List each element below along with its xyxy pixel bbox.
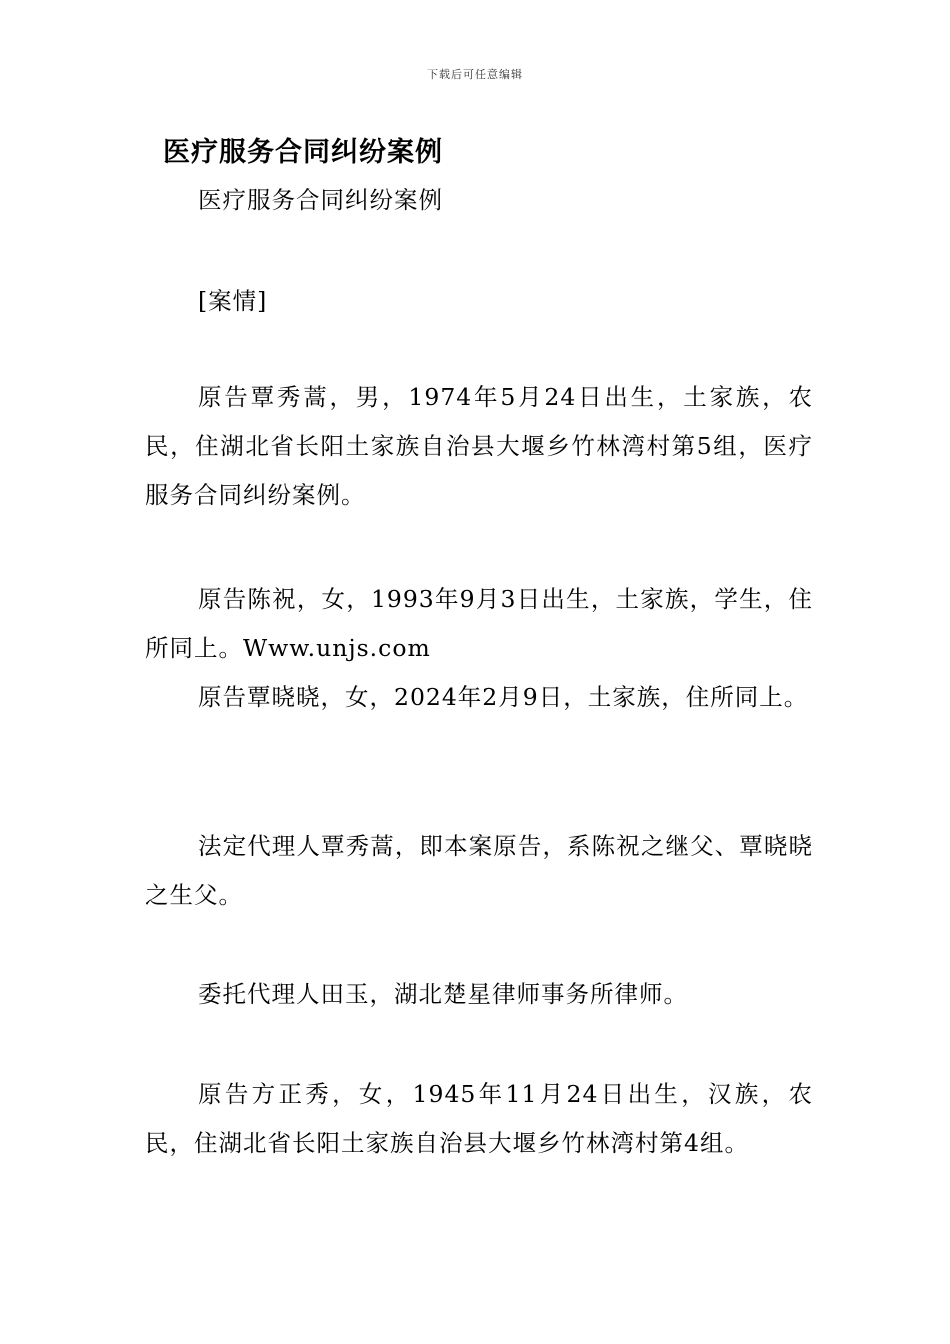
paragraph-plaintiff-1: 原告覃秀蒿，男，1974年5月24日出生，土家族，农民，住湖北省长阳土家族自治县大堰乡竹林湾村第5组，医疗服务合同纠纷案例。 (145, 383, 813, 509)
paragraph-plaintiff-4: 原告方正秀，女，1945年11月24日出生，汉族，农民，住湖北省长阳土家族自治县大堰乡竹林湾村第4组。 (145, 1080, 813, 1157)
section-label-case-facts: [案情] (198, 287, 268, 315)
paragraph-plaintiff-3: 原告覃晓晓，女，2024年2月9日，土家族，住所同上。 (198, 683, 809, 711)
page-header-note: 下载后可任意编辑 (427, 68, 523, 81)
document-title: 医疗服务合同纠纷案例 (163, 137, 443, 168)
paragraph-legal-representative: 法定代理人覃秀蒿，即本案原告，系陈祝之继父、覃晓晓之生父。 (145, 832, 813, 909)
document-subtitle: 医疗服务合同纠纷案例 (198, 186, 443, 214)
paragraph-entrusted-agent: 委托代理人田玉，湖北楚星律师事务所律师。 (198, 980, 688, 1008)
paragraph-plaintiff-2: 原告陈祝，女，1993年9月3日出生，土家族，学生，住所同上。Www.unjs.com (145, 585, 813, 662)
